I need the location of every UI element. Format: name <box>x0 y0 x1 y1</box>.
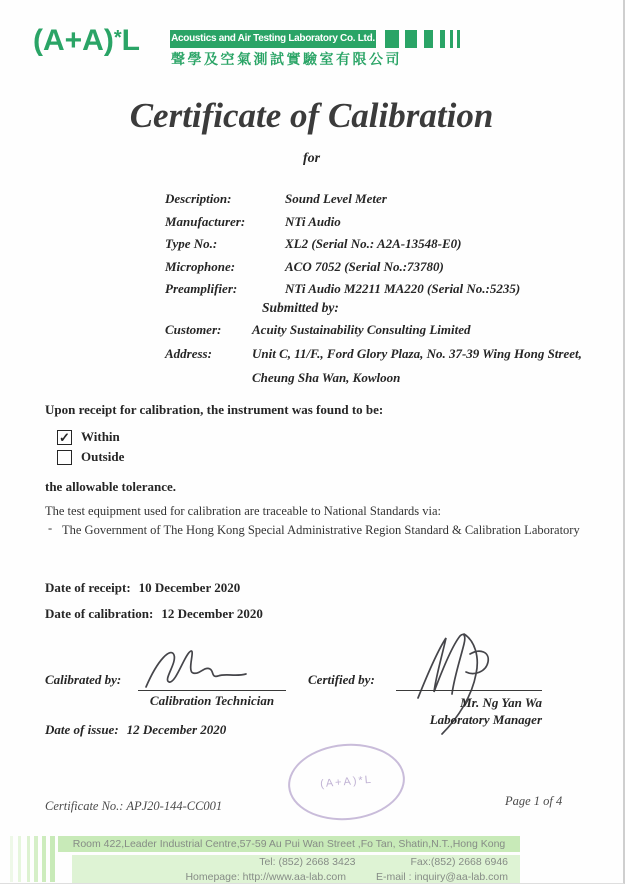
document-title: Certificate of Calibration <box>129 96 494 135</box>
certified-role: Laboratory Manager <box>429 712 542 727</box>
instrument-row <box>165 211 595 234</box>
date-of-calibration <box>45 606 263 622</box>
header-deco-bar <box>450 30 453 48</box>
header-deco-bar <box>440 30 445 48</box>
field-label: Date of issue: <box>45 722 119 737</box>
field-label: Date of calibration: <box>45 606 154 621</box>
laboratory-stamp <box>285 739 408 825</box>
footer-deco-bar <box>18 836 21 882</box>
logo-star: * <box>113 27 122 49</box>
field-value: 12 December 2020 <box>161 606 263 621</box>
field-value: 10 December 2020 <box>138 580 241 595</box>
stamp-text: (A+A)*L <box>319 773 374 791</box>
date-of-issue <box>45 722 226 738</box>
for-label: for <box>302 151 321 166</box>
field-value: NTi Audio <box>285 213 341 229</box>
instrument-row <box>165 233 595 256</box>
bullet-dash: - <box>48 521 53 535</box>
field-value: NTi Audio M2211 MA220 (Serial No.:5235) <box>285 281 521 297</box>
company-name-banner: Acoustics and Air Testing Laboratory Co. Ltd. <box>170 30 376 48</box>
field-label: Customer: <box>165 322 222 337</box>
footer <box>0 836 625 884</box>
footer-deco-bar <box>27 836 30 882</box>
traceability-intro: The test equipment used for calibration are traceable to National Standards via: <box>45 504 442 518</box>
option-label: Within <box>81 429 120 444</box>
field-value: XL2 (Serial No.: A2A-13548-E0) <box>285 236 462 252</box>
checkmark-icon: ✓ <box>59 429 70 445</box>
footer-fax: Fax:(852) 2668 6946 <box>410 856 508 868</box>
field-value: Sound Level Meter <box>285 191 387 207</box>
field-label: Address: <box>165 346 212 361</box>
submitted-by-heading: Submitted by: <box>262 300 339 315</box>
date-of-receipt <box>45 580 240 596</box>
checkbox-checked <box>57 430 72 445</box>
field-value: Unit C, 11/F., Ford Glory Plaza, No. 37-39 Wing Hong Street, <box>252 346 582 361</box>
address-row <box>165 346 582 362</box>
receipt-prompt: Upon receipt for calibration, the instrument was found to be: <box>45 402 384 417</box>
customer-row <box>165 322 471 338</box>
calibrated-signature <box>140 645 290 693</box>
option-within <box>57 429 120 445</box>
field-label: Date of receipt: <box>45 580 131 595</box>
footer-email: E-mail : inquiry@aa-lab.com <box>375 870 508 883</box>
field-label: Microphone: <box>165 258 236 274</box>
option-label: Outside <box>81 449 125 464</box>
field-value: Acuity Sustainability Consulting Limited <box>252 322 471 337</box>
checkbox-unchecked <box>57 450 72 465</box>
instrument-row <box>165 278 595 301</box>
traceability-item: The Government of The Hong Kong Special Administrative Region Standard & Calibration Laboratory <box>62 523 580 537</box>
field-label: Preamplifier: <box>165 281 238 297</box>
option-outside <box>57 449 124 465</box>
footer-deco-bar <box>42 836 46 882</box>
field-value: ACO 7052 (Serial No.:73780) <box>285 258 444 274</box>
field-label: Description: <box>165 191 232 207</box>
certified-name: Mr. Ng Yan Wa <box>460 695 542 710</box>
footer-tel-fax-row <box>72 855 520 870</box>
footer-deco-bar <box>10 836 13 882</box>
calibrated-by-label: Calibrated by: <box>45 672 122 687</box>
instrument-row <box>165 188 595 211</box>
certificate-number: Certificate No.: APJ20-144-CC001 <box>45 799 223 813</box>
instrument-details <box>165 188 595 301</box>
address-row-2 <box>252 370 400 386</box>
calibrated-signature-line <box>138 690 286 691</box>
footer-address: Room 422,Leader Industrial Centre,57-59 Au Pui Wan Street ,Fo Tan, Shatin,N.T.,Hong Kong <box>58 836 520 852</box>
certified-signature-line <box>396 690 542 691</box>
page-number: Page 1 of 4 <box>505 794 563 808</box>
certified-by-label: Certified by: <box>308 672 375 687</box>
field-label: Manufacturer: <box>165 213 246 229</box>
tolerance-text: the allowable tolerance. <box>45 479 177 494</box>
calibrated-role: Calibration Technician <box>149 693 275 708</box>
footer-homepage: Homepage: http://www.aa-lab.com <box>185 870 346 883</box>
footer-web-row <box>72 870 520 884</box>
logo-text-left: (A+A) <box>33 24 114 57</box>
footer-deco-bar <box>34 836 38 882</box>
company-logo <box>33 24 140 58</box>
field-label: Type No.: <box>165 236 218 252</box>
footer-tel: Tel: (852) 2668 3423 <box>259 856 356 868</box>
field-value: 12 December 2020 <box>126 722 227 737</box>
footer-deco-bar <box>50 836 55 882</box>
header-deco-bar <box>385 30 399 48</box>
header-deco-bar <box>405 30 417 48</box>
logo-text-right: L <box>121 24 140 57</box>
header-deco-bar <box>457 30 460 48</box>
company-name-chinese: 聲學及空氣測試實驗室有限公司 <box>171 53 402 68</box>
instrument-row <box>165 256 595 279</box>
field-value: Cheung Sha Wan, Kowloon <box>252 370 401 385</box>
footer-contact-block <box>72 855 520 884</box>
header-deco-bar <box>424 30 433 48</box>
